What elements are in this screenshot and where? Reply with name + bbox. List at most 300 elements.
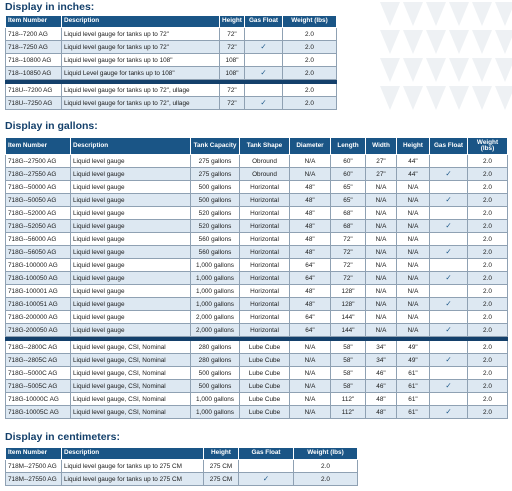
height-cell: 44" <box>397 155 430 168</box>
height-cell: 49" <box>397 341 430 354</box>
item-number-cell: 718U--7200 AG <box>6 84 62 97</box>
description-cell: Liquid level gauge <box>71 207 191 220</box>
description-cell: Liquid level gauge <box>71 324 191 337</box>
table-row <box>6 207 508 220</box>
table-row <box>6 233 508 246</box>
height-cell: 44" <box>397 168 430 181</box>
length-cell: 72" <box>331 259 366 272</box>
tank-capacity-cell: 500 gallons <box>191 367 240 380</box>
width-cell: 34" <box>366 354 397 367</box>
centimeters-table <box>5 447 358 486</box>
weight-cell: 2.0 <box>468 194 508 207</box>
diameter-cell: N/A <box>290 406 331 419</box>
tank-shape-cell: Lube Cube <box>240 406 290 419</box>
description-cell: Liquid level gauge <box>71 246 191 259</box>
length-cell: 144" <box>331 311 366 324</box>
checkmark-icon: ✓ <box>445 273 452 282</box>
width-cell: N/A <box>366 324 397 337</box>
weight-cell: 2.0 <box>468 341 508 354</box>
checkmark-icon: ✓ <box>445 247 452 256</box>
height-cell: 61" <box>397 367 430 380</box>
weight-cell: 2.0 <box>283 41 337 54</box>
col-header-tank-capacity: Tank Capacity <box>191 138 240 155</box>
width-cell: 46" <box>366 367 397 380</box>
length-cell: 112" <box>331 406 366 419</box>
tank-shape-cell: Lube Cube <box>240 367 290 380</box>
checkmark-icon: ✓ <box>445 325 452 334</box>
description-cell: Liquid level gauge <box>71 272 191 285</box>
height-cell: 108" <box>220 54 245 67</box>
table-row <box>6 168 508 181</box>
tank-capacity-cell: 560 gallons <box>191 233 240 246</box>
col-header-height: Height <box>204 448 239 460</box>
height-cell: 72" <box>220 97 245 110</box>
diameter-cell: 48" <box>290 298 331 311</box>
description-cell: Liquid level gauge <box>71 181 191 194</box>
tank-capacity-cell: 1,000 gallons <box>191 285 240 298</box>
height-cell: 275 CM <box>204 460 239 473</box>
gas-float-cell <box>430 207 468 220</box>
checkmark-icon: ✓ <box>445 407 452 416</box>
diameter-cell: 64" <box>290 272 331 285</box>
diameter-cell: N/A <box>290 393 331 406</box>
gas-float-cell <box>239 473 294 486</box>
table-row <box>6 155 508 168</box>
diameter-cell: 48" <box>290 194 331 207</box>
gas-float-cell <box>430 181 468 194</box>
weight-cell: 2.0 <box>468 168 508 181</box>
col-header-tank-shape: Tank Shape <box>240 138 290 155</box>
diameter-cell: 48" <box>290 220 331 233</box>
col-header-diameter: Diameter <box>290 138 331 155</box>
table-row <box>6 54 337 67</box>
gas-float-cell <box>430 324 468 337</box>
height-cell: N/A <box>397 207 430 220</box>
checkmark-icon: ✓ <box>445 195 452 204</box>
length-cell: 68" <box>331 220 366 233</box>
item-number-cell: 718G-100050 AG <box>6 272 71 285</box>
width-cell: N/A <box>366 207 397 220</box>
gas-float-cell <box>245 41 283 54</box>
tank-capacity-cell: 500 gallons <box>191 380 240 393</box>
table-row <box>6 67 337 80</box>
width-cell: N/A <box>366 233 397 246</box>
description-cell: Liquid level gauge, CSI, Nominal <box>71 354 191 367</box>
item-number-cell: 718G--50000 AG <box>6 181 71 194</box>
table-row <box>6 298 508 311</box>
checkmark-icon: ✓ <box>260 68 267 77</box>
table-row <box>6 97 337 110</box>
diameter-cell: 48" <box>290 285 331 298</box>
height-cell: 49" <box>397 354 430 367</box>
item-number-cell: 718--10850 AG <box>6 67 62 80</box>
table-row <box>6 41 337 54</box>
length-cell: 58" <box>331 354 366 367</box>
width-cell: N/A <box>366 285 397 298</box>
length-cell: 72" <box>331 272 366 285</box>
weight-cell: 2.0 <box>468 406 508 419</box>
table-row <box>6 181 508 194</box>
description-cell: Liquid level gauge <box>71 168 191 181</box>
diameter-cell: 48" <box>290 181 331 194</box>
diameter-cell: 48" <box>290 207 331 220</box>
item-number-cell: 718--7250 AG <box>6 41 62 54</box>
gas-float-cell <box>430 285 468 298</box>
gas-float-cell <box>430 311 468 324</box>
table-row <box>6 324 508 337</box>
item-number-cell: 718G-10000C AG <box>6 393 71 406</box>
table-row <box>6 84 337 97</box>
col-header-weight: Weight (lbs) <box>283 16 337 28</box>
gas-float-cell <box>430 259 468 272</box>
tank-capacity-cell: 1,000 gallons <box>191 272 240 285</box>
checkmark-icon: ✓ <box>262 474 270 483</box>
gas-float-cell <box>430 220 468 233</box>
gallons-table <box>5 137 508 419</box>
tank-shape-cell: Lube Cube <box>240 354 290 367</box>
gas-float-cell <box>430 272 468 285</box>
height-cell: N/A <box>397 233 430 246</box>
item-number-cell: 718--10800 AG <box>6 54 62 67</box>
section-title-centimeters: Display in centimeters: <box>5 431 120 443</box>
description-cell: Liquid level gauge, CSI, Nominal <box>71 367 191 380</box>
tank-shape-cell: Horizontal <box>240 220 290 233</box>
item-number-cell: 718G--52050 AG <box>6 220 71 233</box>
tank-capacity-cell: 275 gallons <box>191 155 240 168</box>
weight-cell: 2.0 <box>283 28 337 41</box>
gas-float-cell <box>430 341 468 354</box>
description-cell: Liquid level gauge for tanks up to 275 CM <box>62 473 204 486</box>
length-cell: 58" <box>331 341 366 354</box>
tank-shape-cell: Obround <box>240 155 290 168</box>
item-number-cell: 718G--27550 AG <box>6 168 71 181</box>
height-cell: 61" <box>397 380 430 393</box>
width-cell: 34" <box>366 341 397 354</box>
width-cell: 27" <box>366 155 397 168</box>
table-row <box>6 194 508 207</box>
weight-cell: 2.0 <box>468 207 508 220</box>
inches-table <box>5 15 337 110</box>
height-cell: N/A <box>397 181 430 194</box>
checkmark-icon: ✓ <box>445 221 452 230</box>
tank-capacity-cell: 275 gallons <box>191 168 240 181</box>
item-number-cell: 718G-200050 AG <box>6 324 71 337</box>
weight-cell: 2.0 <box>283 67 337 80</box>
length-cell: 68" <box>331 207 366 220</box>
tank-shape-cell: Horizontal <box>240 298 290 311</box>
width-cell: N/A <box>366 220 397 233</box>
gas-float-cell <box>245 67 283 80</box>
tank-shape-cell: Horizontal <box>240 207 290 220</box>
gas-float-cell <box>430 380 468 393</box>
height-cell: 108" <box>220 67 245 80</box>
tank-capacity-cell: 1,000 gallons <box>191 406 240 419</box>
gas-float-cell <box>430 246 468 259</box>
table-row <box>6 406 508 419</box>
col-header-description: Description <box>62 448 204 460</box>
table-row <box>6 246 508 259</box>
col-header-height: Height <box>220 16 245 28</box>
weight-cell: 2.0 <box>294 473 358 486</box>
height-cell: N/A <box>397 298 430 311</box>
table-row <box>6 341 508 354</box>
height-cell: 61" <box>397 406 430 419</box>
gas-float-cell <box>245 84 283 97</box>
description-cell: Liquid level gauge, CSI, Nominal <box>71 406 191 419</box>
col-header-item-number: Item Number <box>6 16 62 28</box>
width-cell: 46" <box>366 380 397 393</box>
checkmark-icon: ✓ <box>445 299 452 308</box>
weight-cell: 2.0 <box>468 155 508 168</box>
tank-capacity-cell: 1,000 gallons <box>191 298 240 311</box>
item-number-cell: 718G-100000 AG <box>6 259 71 272</box>
tank-shape-cell: Horizontal <box>240 324 290 337</box>
diameter-cell: 64" <box>290 324 331 337</box>
gas-float-cell <box>430 406 468 419</box>
col-header-height: Height <box>397 138 430 155</box>
tank-shape-cell: Lube Cube <box>240 341 290 354</box>
description-cell: Liquid level gauge <box>71 155 191 168</box>
description-cell: Liquid level gauge for tanks up to 72" <box>62 28 220 41</box>
col-header-gas-float: Gas Float <box>245 16 283 28</box>
col-header-description: Description <box>71 138 191 155</box>
tank-shape-cell: Horizontal <box>240 181 290 194</box>
length-cell: 58" <box>331 367 366 380</box>
tank-capacity-cell: 280 gallons <box>191 341 240 354</box>
gas-float-cell <box>430 367 468 380</box>
width-cell: N/A <box>366 194 397 207</box>
description-cell: Liquid level gauge, CSI, Nominal <box>71 380 191 393</box>
width-cell: N/A <box>366 259 397 272</box>
weight-cell: 2.0 <box>468 285 508 298</box>
weight-cell: 2.0 <box>468 367 508 380</box>
width-cell: 27" <box>366 168 397 181</box>
tank-shape-cell: Lube Cube <box>240 380 290 393</box>
checkmark-icon: ✓ <box>445 355 452 364</box>
gas-float-cell <box>430 354 468 367</box>
weight-cell: 2.0 <box>468 181 508 194</box>
item-number-cell: 718G--5005C AG <box>6 380 71 393</box>
width-cell: N/A <box>366 246 397 259</box>
diameter-cell: N/A <box>290 380 331 393</box>
checkmark-icon: ✓ <box>260 42 267 51</box>
length-cell: 128" <box>331 285 366 298</box>
tank-shape-cell: Lube Cube <box>240 393 290 406</box>
diameter-cell: 48" <box>290 233 331 246</box>
decorative-triangle-pattern <box>378 0 512 112</box>
description-cell: Liquid level gauge for tanks up to 72", ullage <box>62 84 220 97</box>
description-cell: Liquid level gauge for tanks up to 72", ullage <box>62 97 220 110</box>
item-number-cell: 718G-100051 AG <box>6 298 71 311</box>
tank-shape-cell: Horizontal <box>240 259 290 272</box>
gas-float-cell <box>239 460 294 473</box>
tank-shape-cell: Horizontal <box>240 285 290 298</box>
item-number-cell: 718G-10005C AG <box>6 406 71 419</box>
description-cell: Liquid level gauge <box>71 259 191 272</box>
gas-float-cell <box>430 298 468 311</box>
col-header-weight: Weight (lbs) <box>468 138 508 155</box>
width-cell: N/A <box>366 311 397 324</box>
length-cell: 112" <box>331 393 366 406</box>
gas-float-cell <box>245 54 283 67</box>
weight-cell: 2.0 <box>294 460 358 473</box>
checkmark-icon: ✓ <box>445 381 452 390</box>
height-cell: N/A <box>397 259 430 272</box>
table-row <box>6 473 358 486</box>
item-number-cell: 718G--56000 AG <box>6 233 71 246</box>
tank-capacity-cell: 2,000 gallons <box>191 311 240 324</box>
height-cell: N/A <box>397 194 430 207</box>
table-row <box>6 380 508 393</box>
col-header-gas-float: Gas Float <box>430 138 468 155</box>
item-number-cell: 718M--27550 AG <box>6 473 62 486</box>
height-cell: N/A <box>397 285 430 298</box>
col-header-description: Description <box>62 16 220 28</box>
height-cell: 275 CM <box>204 473 239 486</box>
gas-float-cell <box>430 194 468 207</box>
tank-shape-cell: Obround <box>240 168 290 181</box>
tank-shape-cell: Horizontal <box>240 194 290 207</box>
weight-cell: 2.0 <box>468 272 508 285</box>
weight-cell: 2.0 <box>468 393 508 406</box>
length-cell: 72" <box>331 233 366 246</box>
col-header-weight: Weight (lbs) <box>294 448 358 460</box>
height-cell: N/A <box>397 324 430 337</box>
diameter-cell: N/A <box>290 155 331 168</box>
col-header-width: Width <box>366 138 397 155</box>
diameter-cell: N/A <box>290 367 331 380</box>
description-cell: Liquid level gauge for tanks up to 72" <box>62 41 220 54</box>
height-cell: N/A <box>397 246 430 259</box>
tank-capacity-cell: 520 gallons <box>191 207 240 220</box>
section-title-inches: Display in inches: <box>5 1 95 13</box>
width-cell: 48" <box>366 406 397 419</box>
weight-cell: 2.0 <box>468 311 508 324</box>
length-cell: 65" <box>331 194 366 207</box>
width-cell: N/A <box>366 272 397 285</box>
diameter-cell: 64" <box>290 259 331 272</box>
tank-shape-cell: Horizontal <box>240 233 290 246</box>
item-number-cell: 718G--52000 AG <box>6 207 71 220</box>
tank-capacity-cell: 500 gallons <box>191 194 240 207</box>
diameter-cell: 48" <box>290 246 331 259</box>
tank-shape-cell: Horizontal <box>240 272 290 285</box>
description-cell: Liquid level gauge for tanks up to 108" <box>62 54 220 67</box>
description-cell: Liquid level gauge <box>71 194 191 207</box>
col-header-item-number: Item Number <box>6 448 62 460</box>
description-cell: Liquid level gauge <box>71 311 191 324</box>
weight-cell: 2.0 <box>283 54 337 67</box>
table-row <box>6 311 508 324</box>
checkmark-icon: ✓ <box>445 169 452 178</box>
item-number-cell: 718G--27500 AG <box>6 155 71 168</box>
weight-cell: 2.0 <box>468 220 508 233</box>
weight-cell: 2.0 <box>283 84 337 97</box>
description-cell: Liquid level gauge <box>71 220 191 233</box>
height-cell: 72" <box>220 84 245 97</box>
weight-cell: 2.0 <box>468 324 508 337</box>
item-number-cell: 718G--2805C AG <box>6 354 71 367</box>
description-cell: Liquid level gauge, CSI, Nominal <box>71 393 191 406</box>
length-cell: 144" <box>331 324 366 337</box>
tank-capacity-cell: 1,000 gallons <box>191 259 240 272</box>
table-row <box>6 393 508 406</box>
weight-cell: 2.0 <box>468 259 508 272</box>
section-title-gallons: Display in gallons: <box>5 120 98 132</box>
item-number-cell: 718G-100001 AG <box>6 285 71 298</box>
tank-capacity-cell: 280 gallons <box>191 354 240 367</box>
tank-capacity-cell: 1,000 gallons <box>191 393 240 406</box>
gas-float-cell <box>430 393 468 406</box>
description-cell: Liquid level gauge <box>71 285 191 298</box>
table-row <box>6 272 508 285</box>
gas-float-cell <box>430 168 468 181</box>
table-row <box>6 354 508 367</box>
height-cell: 72" <box>220 41 245 54</box>
item-number-cell: 718G--5000C AG <box>6 367 71 380</box>
table-row <box>6 28 337 41</box>
height-cell: N/A <box>397 272 430 285</box>
width-cell: N/A <box>366 298 397 311</box>
length-cell: 60" <box>331 168 366 181</box>
table-row <box>6 460 358 473</box>
weight-cell: 2.0 <box>468 380 508 393</box>
height-cell: N/A <box>397 220 430 233</box>
gas-float-cell <box>245 97 283 110</box>
gas-float-cell <box>245 28 283 41</box>
tank-capacity-cell: 520 gallons <box>191 220 240 233</box>
height-cell: N/A <box>397 311 430 324</box>
tank-shape-cell: Horizontal <box>240 246 290 259</box>
item-number-cell: 718G--50050 AG <box>6 194 71 207</box>
length-cell: 72" <box>331 246 366 259</box>
height-cell: 72" <box>220 28 245 41</box>
weight-cell: 2.0 <box>468 246 508 259</box>
length-cell: 58" <box>331 380 366 393</box>
tank-capacity-cell: 2,000 gallons <box>191 324 240 337</box>
width-cell: 48" <box>366 393 397 406</box>
table-row <box>6 285 508 298</box>
width-cell: N/A <box>366 181 397 194</box>
item-number-cell: 718G--2800C AG <box>6 341 71 354</box>
weight-cell: 2.0 <box>468 233 508 246</box>
diameter-cell: N/A <box>290 341 331 354</box>
tank-shape-cell: Horizontal <box>240 311 290 324</box>
checkmark-icon: ✓ <box>260 98 267 107</box>
weight-cell: 2.0 <box>468 354 508 367</box>
length-cell: 60" <box>331 155 366 168</box>
gas-float-cell <box>430 233 468 246</box>
description-cell: Liquid level gauge <box>71 298 191 311</box>
description-cell: Liquid level gauge <box>71 233 191 246</box>
col-header-length: Length <box>331 138 366 155</box>
length-cell: 65" <box>331 181 366 194</box>
item-number-cell: 718M--27500 AG <box>6 460 62 473</box>
weight-cell: 2.0 <box>283 97 337 110</box>
tank-capacity-cell: 500 gallons <box>191 181 240 194</box>
item-number-cell: 718G--56050 AG <box>6 246 71 259</box>
diameter-cell: N/A <box>290 168 331 181</box>
description-cell: Liquid level gauge for tanks up to 275 CM <box>62 460 204 473</box>
gas-float-cell <box>430 155 468 168</box>
description-cell: Liquid level gauge, CSI, Nominal <box>71 341 191 354</box>
item-number-cell: 718G-200000 AG <box>6 311 71 324</box>
table-row <box>6 220 508 233</box>
length-cell: 128" <box>331 298 366 311</box>
col-header-gas-float: Gas Float <box>239 448 294 460</box>
col-header-item-number: Item Number <box>6 138 71 155</box>
diameter-cell: N/A <box>290 354 331 367</box>
